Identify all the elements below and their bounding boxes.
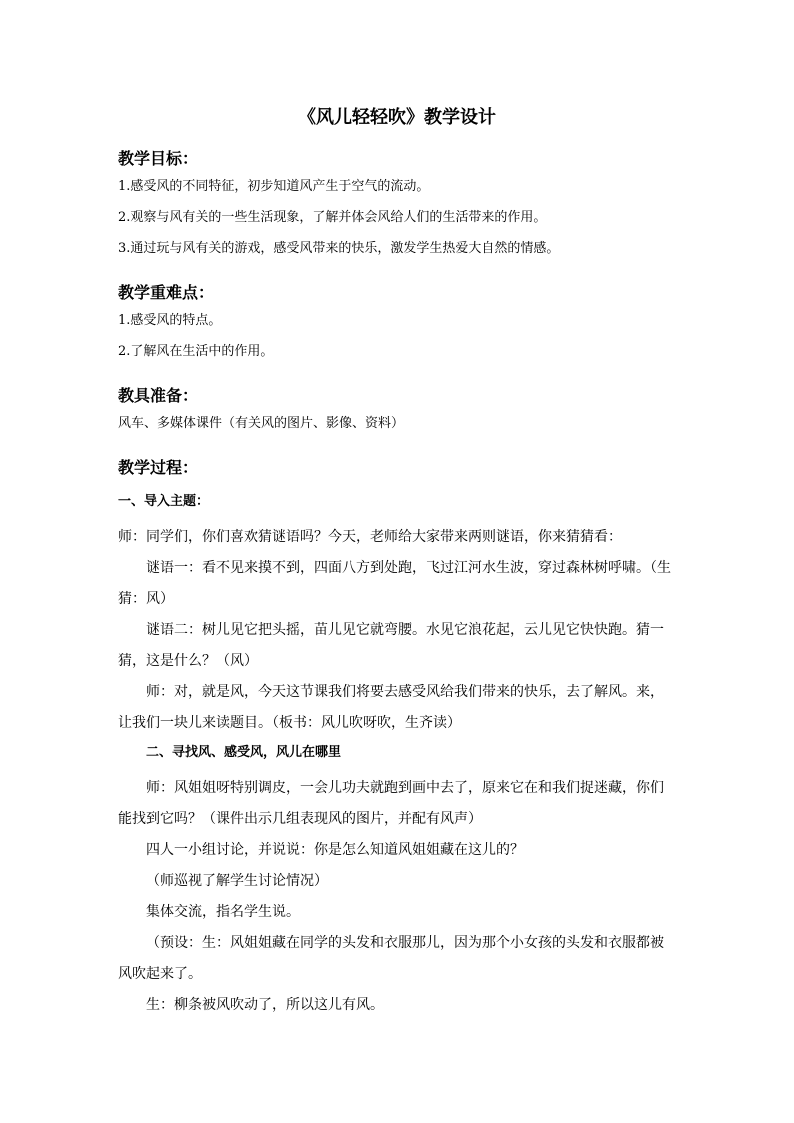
key-point-item-1: 1.感受风的特点。 <box>118 313 222 328</box>
part1-paragraph-3: 谜语二：树儿见它把头摇，苗儿见它就弯腰。水见它浪花起，云儿见它快快跑。猜一猜，这是什么？（风） <box>118 622 664 669</box>
part2-title: 二、寻找风、感受风，风儿在哪里 <box>146 745 342 760</box>
materials-heading: 教具准备： <box>118 386 199 405</box>
part1-paragraph-4: 师：对，就是风，今天这节课我们将要去感受风给我们带来的快乐，去了解风。来，让我们一块儿来读题目。（板书：风儿吹呀吹，生齐读） <box>118 684 664 731</box>
part1-title: 一、导入主题： <box>118 494 210 509</box>
part2-paragraph-1: 师：风姐姐呀特别调皮，一会儿功夫就跑到画中去了，原来它在和我们捉迷藏，你们能找到它吗？（课件出示几组表现风的图片，并配有风声） <box>118 780 664 827</box>
part2-paragraph-3: （师巡视了解学生讨论情况） <box>146 873 328 889</box>
key-points-list <box>118 311 676 362</box>
process-heading: 教学过程： <box>118 458 199 477</box>
goals-heading: 教学目标： <box>118 149 199 168</box>
part2-paragraph-2: 四人一小组讨论，并说说：你是怎么知道风姐姐藏在这儿的？ <box>146 842 524 858</box>
document-page <box>118 103 676 1021</box>
goal-item-2: 2.观察与风有关的一些生活现象，了解并体会风给人们的生活带来的作用。 <box>118 210 547 225</box>
part1-paragraph-2: 谜语一：看不见来摸不到，四面八方到处跑，飞过江河水生波，穿过森林树呼啸。（生猜：风） <box>118 560 671 607</box>
part1-paragraph-1: 师：同学们，你们喜欢猜谜语吗？今天，老师给大家带来两则谜语，你来猜猜看： <box>118 529 622 545</box>
part2-paragraph-5: （预设：生：风姐姐藏在同学的头发和衣服那儿，因为那个小女孩的头发和衣服都被风吹起来了。 <box>118 935 664 982</box>
document-title: 《风儿轻轻吹》教学设计 <box>298 107 496 128</box>
part2-paragraph-4: 集体交流，指名学生说。 <box>146 904 300 920</box>
key-points-heading: 教学重难点： <box>118 283 215 302</box>
part2-paragraph-6: 生：柳条被风吹动了，所以这儿有风。 <box>146 997 384 1013</box>
goal-item-1: 1.感受风的不同特征，初步知道风产生于空气的流动。 <box>118 179 430 194</box>
goals-list <box>118 177 676 259</box>
materials-text: 风车、多媒体课件（有关风的图片、影像、资料） <box>118 416 405 431</box>
key-point-item-2: 2.了解风在生活中的作用。 <box>118 344 274 359</box>
goal-item-3: 3.通过玩与风有关的游戏，感受风带来的快乐，激发学生热爱大自然的情感。 <box>118 241 560 256</box>
